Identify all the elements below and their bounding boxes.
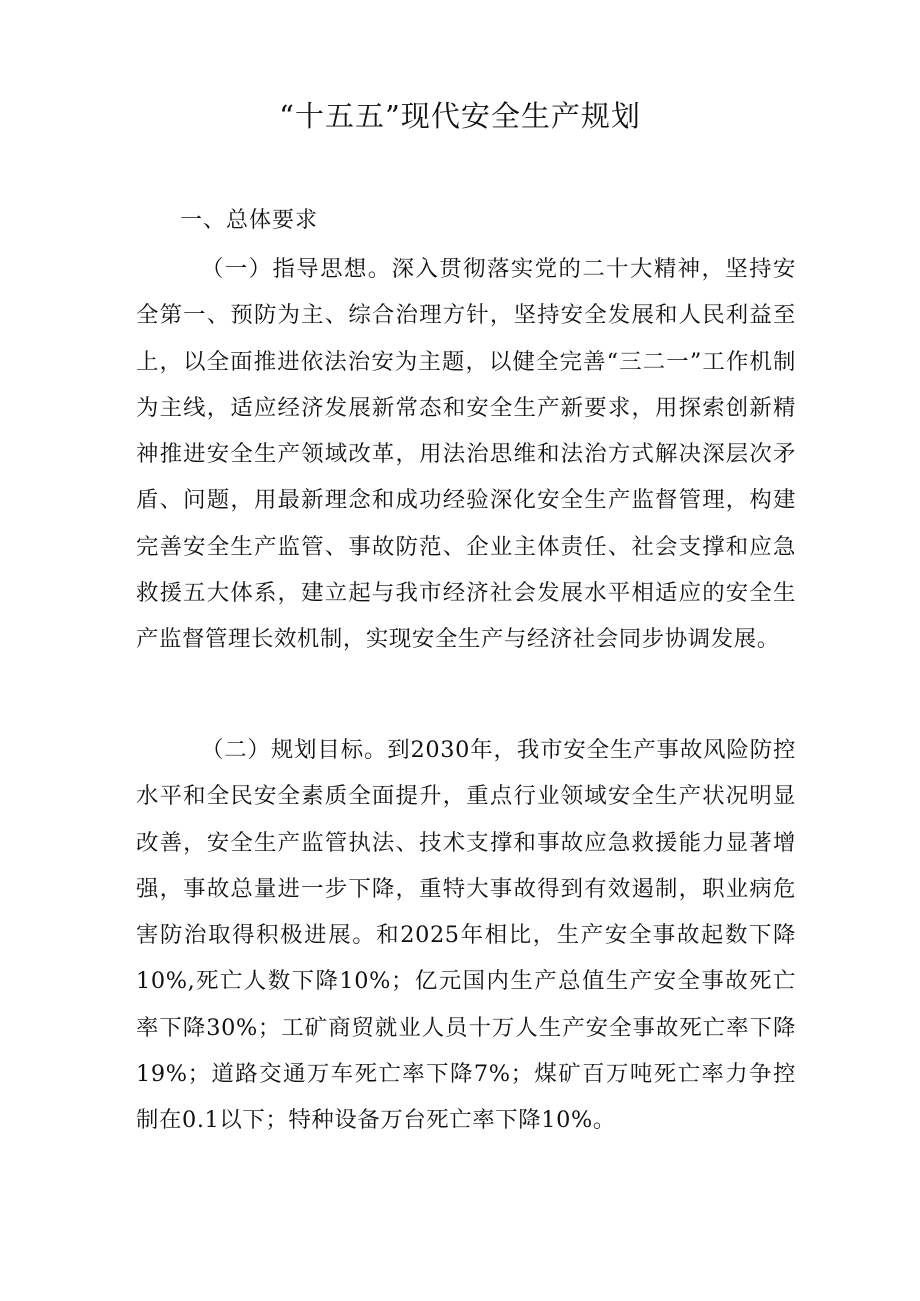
section-heading: 一、总体要求 bbox=[180, 208, 319, 233]
paragraph-guiding-ideology: （一）指导思想。深入贯彻落实党的二十大精神，坚持安全第一、预防为主、综合治理方针，坚持安全发展和人民利益至上，以全面推进依法治安为主题，以健全完善“三二一”工作机制为主线，适应经济发展新常态和安全生产新要求，用探索创新精神推进安全生产领域改革，用法治思维和法治方式解决深层次矛盾、问题，用最新理念和成功经验深化安全生产监督管理，构建完善安全生产监管、事故防范、企业主体责任、社会支撑和应急救援五大体系，建立起与我市经济社会发展水平相适应的安全生产监督管理长效机制，实现安全生产与经济社会同步协调发展。 bbox=[136, 256, 796, 653]
paragraph-planning-goals: （二）规划目标。到2030年，我市安全生产事故风险防控水平和全民安全素质全面提升，重点行业领域安全生产状况明显改善，安全生产监管执法、技术支撑和事故应急救援能力显著增强，事故总量进一步下降，重特大事故得到有效遏制，职业病危害防治取得积极进展。和2025年相比，生产安全事故起数下降10%,死亡人数下降10%；亿元国内生产总值生产安全事故死亡率下降30%；工矿商贸就业人员十万人生产安全事故死亡率下降19%；道路交通万车死亡率下降7%；煤矿百万吨死亡率力争控制在0.1以下；特种设备万台死亡率下降10%。 bbox=[136, 737, 796, 1134]
document-title: “十五五”现代安全生产规划 bbox=[279, 99, 641, 133]
